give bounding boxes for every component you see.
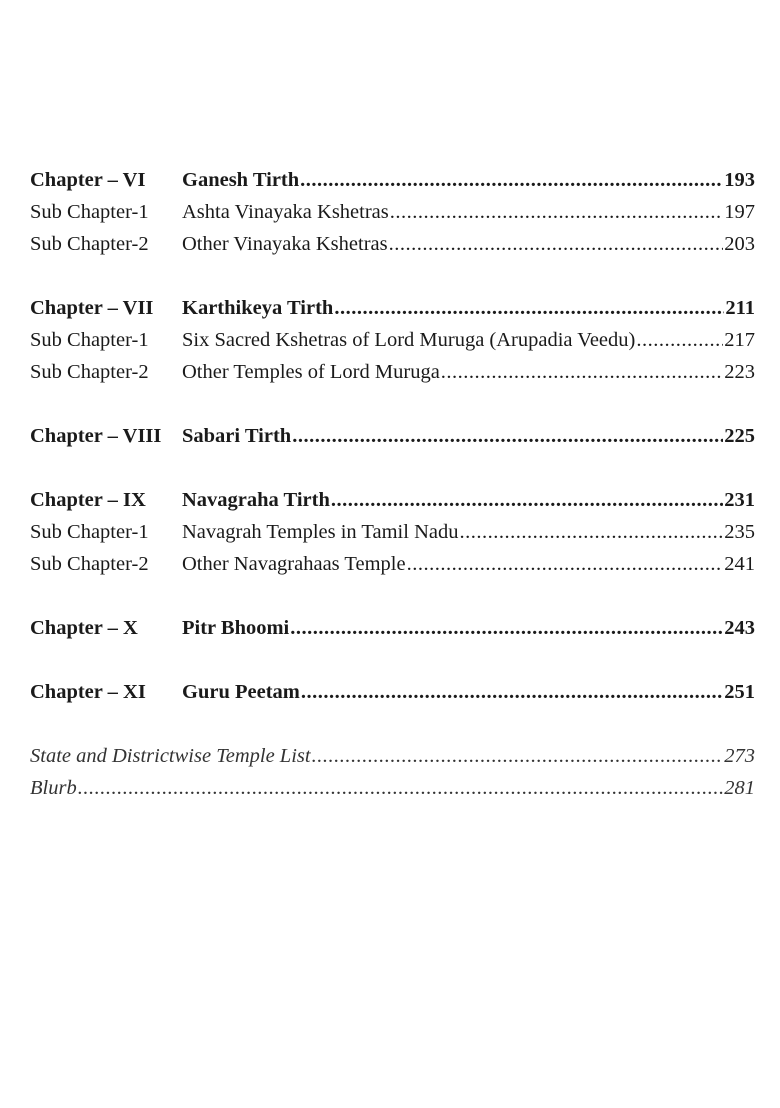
page-number: 281 bbox=[724, 777, 755, 799]
toc-section bbox=[30, 612, 755, 644]
entry-label: Sub Chapter-2 bbox=[30, 553, 149, 575]
entry-title: Ganesh Tirth bbox=[182, 169, 300, 191]
toc-chapter-entry bbox=[30, 676, 755, 708]
dot-leader bbox=[459, 516, 723, 548]
page-number: 243 bbox=[724, 617, 755, 639]
dot-leader bbox=[407, 548, 724, 580]
entry-title: Blurb bbox=[30, 777, 77, 799]
toc-chapter-entry bbox=[30, 484, 755, 516]
entry-title: Other Temples of Lord Muruga bbox=[182, 361, 440, 383]
table-of-contents bbox=[30, 164, 755, 836]
page-number: 241 bbox=[724, 553, 755, 575]
entry-label: Chapter – VIII bbox=[30, 425, 162, 447]
entry-label: Sub Chapter-1 bbox=[30, 329, 149, 351]
page-number: 251 bbox=[724, 681, 755, 703]
toc-entry bbox=[30, 516, 755, 548]
toc-section bbox=[30, 484, 755, 580]
toc-section bbox=[30, 420, 755, 452]
toc-section bbox=[30, 676, 755, 708]
toc-chapter-entry bbox=[30, 420, 755, 452]
page-number: 225 bbox=[724, 425, 755, 447]
entry-title: State and Districtwise Temple List bbox=[30, 745, 311, 767]
entry-label: Chapter – XI bbox=[30, 681, 146, 703]
dot-leader bbox=[390, 196, 723, 228]
toc-chapter-entry bbox=[30, 164, 755, 196]
dot-leader bbox=[389, 228, 724, 260]
page-number: 223 bbox=[724, 361, 755, 383]
entry-label: Sub Chapter-2 bbox=[30, 361, 149, 383]
entry-title: Navagraha Tirth bbox=[182, 489, 330, 511]
page-number: 235 bbox=[724, 521, 755, 543]
page-number: 193 bbox=[724, 169, 755, 191]
entry-label: Chapter – IX bbox=[30, 489, 146, 511]
toc-entry bbox=[30, 228, 755, 260]
dot-leader bbox=[331, 484, 723, 516]
entry-label: Chapter – VI bbox=[30, 169, 146, 191]
entry-title: Navagrah Temples in Tamil Nadu bbox=[182, 521, 459, 543]
entry-label: Sub Chapter-2 bbox=[30, 233, 149, 255]
dot-leader bbox=[292, 420, 723, 452]
entry-title: Other Vinayaka Kshetras bbox=[182, 233, 388, 255]
dot-leader bbox=[636, 324, 723, 356]
toc-section bbox=[30, 292, 755, 388]
entry-label: Chapter – VII bbox=[30, 297, 154, 319]
page-number: 273 bbox=[724, 745, 755, 767]
toc-entry bbox=[30, 740, 755, 772]
entry-title: Six Sacred Kshetras of Lord Muruga (Arupadia Veedu) bbox=[182, 329, 636, 351]
entry-label: Chapter – X bbox=[30, 617, 138, 639]
dot-leader bbox=[334, 292, 724, 324]
dot-leader bbox=[78, 772, 724, 804]
toc-chapter-entry bbox=[30, 292, 755, 324]
toc-section bbox=[30, 164, 755, 260]
entry-title: Guru Peetam bbox=[182, 681, 300, 703]
entry-title: Karthikeya Tirth bbox=[182, 297, 334, 319]
dot-leader bbox=[312, 740, 724, 772]
page-number: 231 bbox=[724, 489, 755, 511]
toc-entry bbox=[30, 196, 755, 228]
dot-leader bbox=[290, 612, 723, 644]
entry-title: Other Navagrahaas Temple bbox=[182, 553, 406, 575]
dot-leader bbox=[441, 356, 723, 388]
toc-entry bbox=[30, 772, 755, 804]
toc-entry bbox=[30, 356, 755, 388]
entry-title: Pitr Bhoomi bbox=[182, 617, 290, 639]
toc-entry bbox=[30, 548, 755, 580]
toc-entry bbox=[30, 324, 755, 356]
entry-label: Sub Chapter-1 bbox=[30, 521, 149, 543]
toc-section bbox=[30, 740, 755, 804]
page-number: 217 bbox=[724, 329, 755, 351]
dot-leader bbox=[301, 676, 723, 708]
entry-title: Ashta Vinayaka Kshetras bbox=[182, 201, 389, 223]
entry-label: Sub Chapter-1 bbox=[30, 201, 149, 223]
dot-leader bbox=[300, 164, 723, 196]
toc-chapter-entry bbox=[30, 612, 755, 644]
page-number: 203 bbox=[724, 233, 755, 255]
page-number: 197 bbox=[724, 201, 755, 223]
page-number: 211 bbox=[725, 297, 755, 319]
entry-title: Sabari Tirth bbox=[182, 425, 292, 447]
